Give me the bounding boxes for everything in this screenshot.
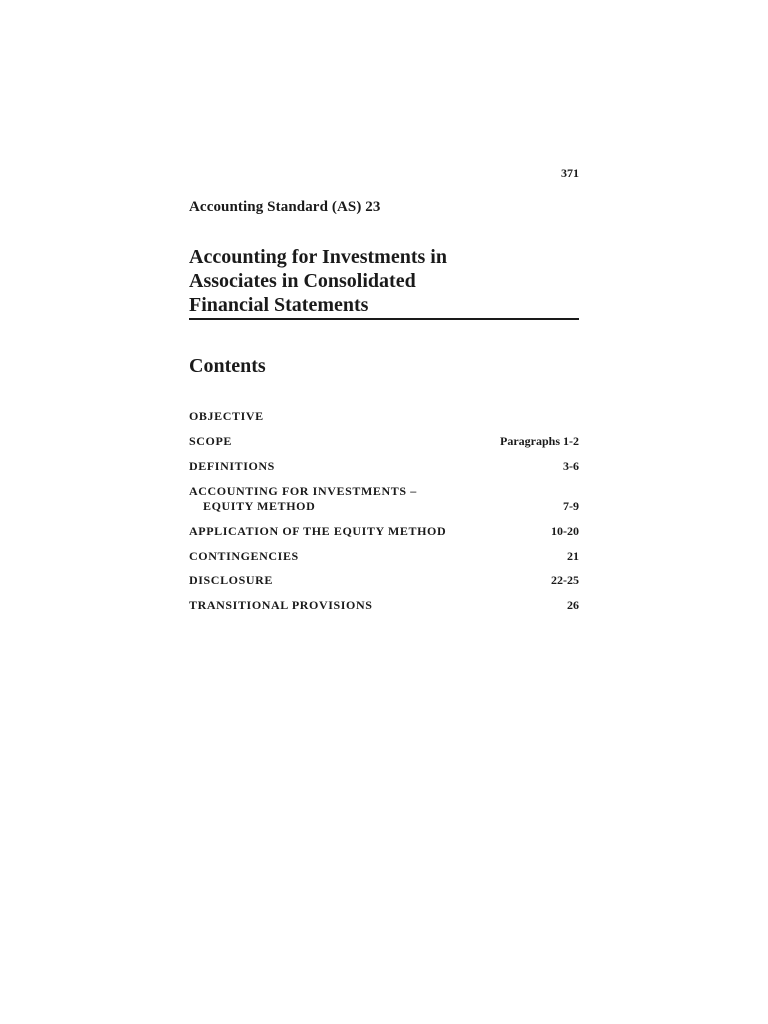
title-line: Financial Statements — [189, 294, 369, 316]
toc-entry-title: OBJECTIVE — [189, 409, 264, 423]
toc-entry-title: APPLICATION OF THE EQUITY METHOD — [189, 524, 447, 538]
toc-entry-ref: 26 — [567, 598, 579, 612]
toc-entry-title: ACCOUNTING FOR INVESTMENTS – — [189, 484, 417, 498]
toc-entry-title: DEFINITIONS — [189, 459, 275, 473]
toc-entry-ref: 22-25 — [551, 573, 579, 587]
toc-entry-title: SCOPE — [189, 434, 233, 448]
toc-entry-title: TRANSITIONAL PROVISIONS — [189, 598, 373, 612]
toc-entry-ref: 10-20 — [551, 524, 579, 538]
toc-entry-title: CONTINGENCIES — [189, 549, 299, 563]
toc-entry-ref: Paragraphs 1-2 — [500, 434, 579, 448]
title-line: Accounting for Investments in — [189, 246, 447, 268]
toc-entry-ref: 3-6 — [563, 459, 579, 473]
document-title — [189, 245, 579, 320]
title-line: Associates in Consolidated — [189, 270, 416, 292]
toc-entry-ref: 21 — [567, 549, 579, 563]
document-page — [189, 0, 579, 1024]
page-number: 371 — [561, 166, 579, 180]
toc-entry-title: DISCLOSURE — [189, 573, 274, 587]
toc-entry-title-continued: EQUITY METHOD — [203, 499, 316, 513]
toc-entry-ref: 7-9 — [563, 499, 579, 513]
contents-heading: Contents — [189, 355, 266, 377]
standard-label: Accounting Standard (AS) 23 — [189, 199, 381, 215]
